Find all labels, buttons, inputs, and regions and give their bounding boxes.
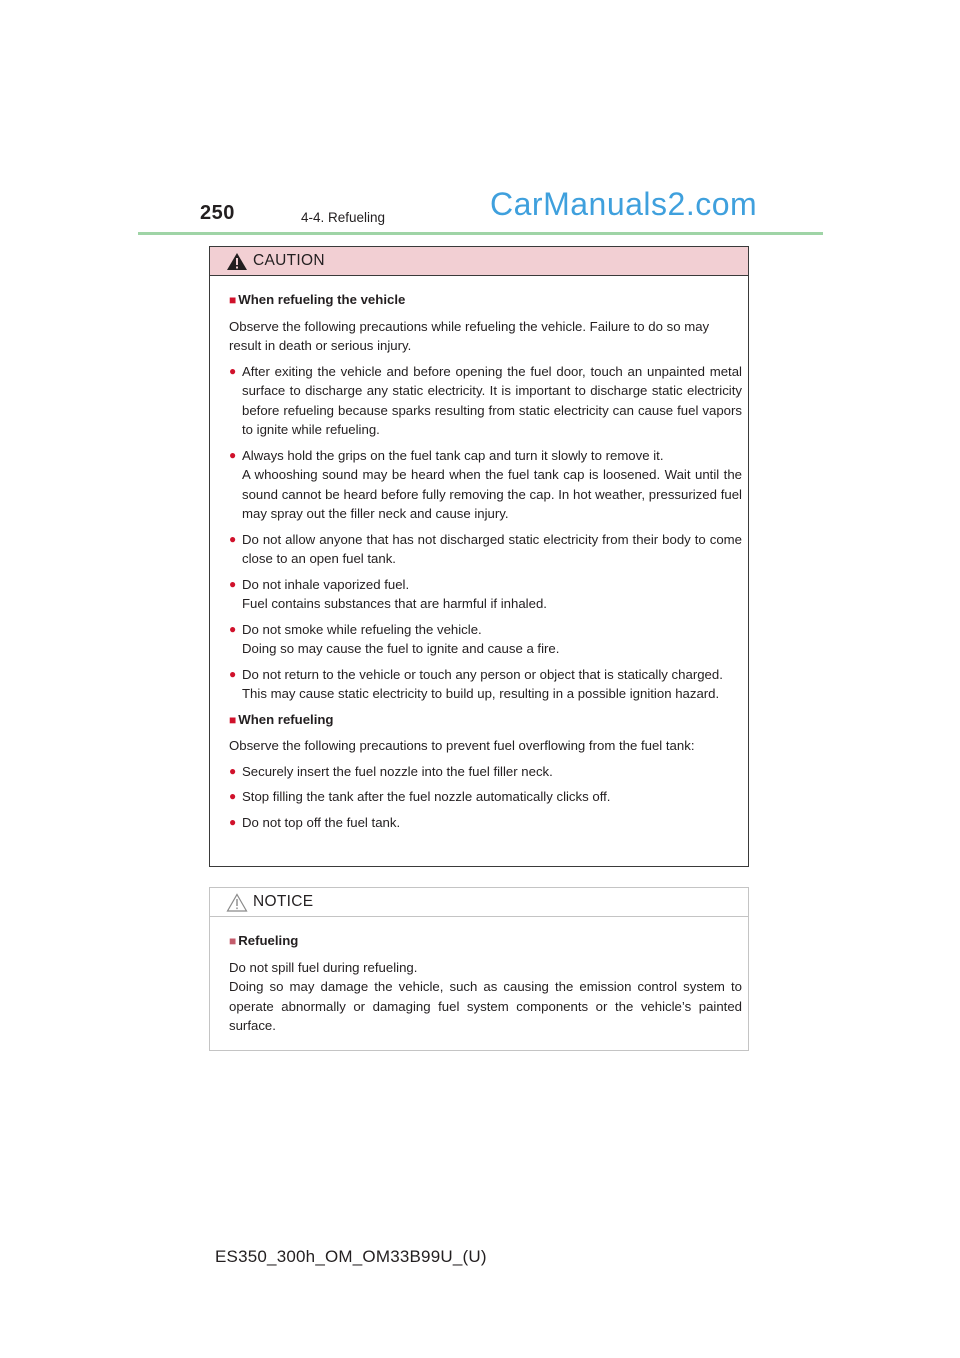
caution-header: [210, 247, 748, 276]
caution-item-line: This may cause static electricity to build up, resulting in a possible ignition hazard.: [242, 686, 720, 701]
caution-item-line: Do not smoke while refueling the vehicle.: [242, 621, 482, 637]
caution-item-line: Do not allow anyone that has not discharged static electricity from their body to come close to an open fuel tank.: [242, 531, 742, 566]
caution-bullet-item: [229, 665, 742, 704]
warning-triangle-outline-icon: [226, 893, 248, 912]
caution-bullet-item: [229, 620, 742, 659]
notice-line: Doing so may damage the vehicle, such as causing the emission control system to operate abnormally or damaging fuel system components or the vehicle’s painted surface.: [229, 979, 742, 1033]
caution-item-line: Always hold the grips on the fuel tank cap and turn it slowly to remove it.: [242, 447, 664, 463]
warning-triangle-filled-icon: [226, 252, 248, 271]
caution-item-line: Securely insert the fuel nozzle into the fuel filler neck.: [242, 763, 553, 779]
red-dot-bullet-icon: ●: [229, 363, 237, 378]
caution-item-line: After exiting the vehicle and before opening the fuel door, touch an unpainted metal surface to discharge any static electricity. It is important to discharge static electricity before refueling because sparks resulting from static electricity can cause fuel vapors to ignite while refueling.: [242, 363, 742, 437]
red-dot-bullet-icon: ●: [229, 763, 237, 778]
notice-body: [210, 917, 748, 1036]
caution-item-line: Do not return to the vehicle or touch any person or object that is statically charged.: [242, 666, 723, 682]
caution-item-line: Do not top off the fuel tank.: [242, 814, 401, 830]
page-number: 250: [200, 202, 235, 224]
caution-bullet-item: [229, 446, 742, 524]
caution-item-line: Do not inhale vaporized fuel.: [242, 576, 410, 592]
red-dot-bullet-icon: ●: [229, 447, 237, 462]
caution-bullet-item: [229, 575, 742, 614]
red-dot-bullet-icon: ●: [229, 666, 237, 681]
caution-bullet-item: [229, 530, 742, 569]
red-square-icon: ■: [229, 934, 237, 948]
section-title: 4-4. Refueling: [301, 210, 386, 225]
caution-body: [210, 276, 748, 832]
header-divider: [138, 232, 823, 235]
caution-subheading: ■ When refueling: [229, 711, 334, 727]
red-dot-bullet-icon: ●: [229, 576, 237, 591]
notice-label: NOTICE: [253, 893, 314, 910]
watermark-logo: CarManuals2.com: [490, 186, 758, 222]
notice-line: Do not spill fuel during refueling.: [229, 959, 418, 975]
caution-item-line: Doing so may cause the fuel to ignite and cause a fire.: [242, 641, 560, 656]
red-dot-bullet-icon: ●: [229, 814, 237, 829]
caution-bullet-item: [229, 813, 742, 833]
red-dot-bullet-icon: ●: [229, 789, 237, 803]
caution-item-line: Fuel contains substances that are harmful if inhaled.: [242, 596, 547, 611]
notice-box: [209, 887, 749, 1051]
red-dot-bullet-icon: ●: [229, 531, 237, 546]
red-square-icon: ■: [229, 293, 237, 307]
page-header: [138, 186, 823, 236]
caution-intro: Observe the following precautions while refueling the vehicle. Failure to do so may result in death or serious injury.: [229, 318, 710, 353]
caution-label: CAUTION: [253, 252, 325, 269]
red-square-icon: ■: [229, 712, 237, 727]
notice-text: [229, 958, 742, 1036]
caution-subheading: ■ When refueling the vehicle: [229, 292, 406, 307]
caution-item-line: Stop filling the tank after the fuel nozzle automatically clicks off.: [242, 789, 611, 804]
caution-bullet-item: [229, 362, 742, 440]
notice-heading: ■ Refueling: [229, 933, 299, 948]
notice-header: [210, 888, 748, 917]
caution-box: [209, 246, 749, 867]
red-dot-bullet-icon: ●: [229, 621, 237, 636]
caution-intro: Observe the following precautions to prevent fuel overflowing from the fuel tank:: [229, 738, 695, 753]
caution-item-line: A whooshing sound may be heard when the fuel tank cap is loosened. Wait until the sound cannot be heard before fully removing the cap. In hot weather, pressurized fuel may spray out the filler neck and cause injury.: [242, 467, 742, 521]
caution-bullet-item: [229, 787, 742, 807]
document-code: ES350_300h_OM_OM33B99U_(U): [215, 1247, 487, 1266]
caution-bullet-item: [229, 762, 742, 782]
